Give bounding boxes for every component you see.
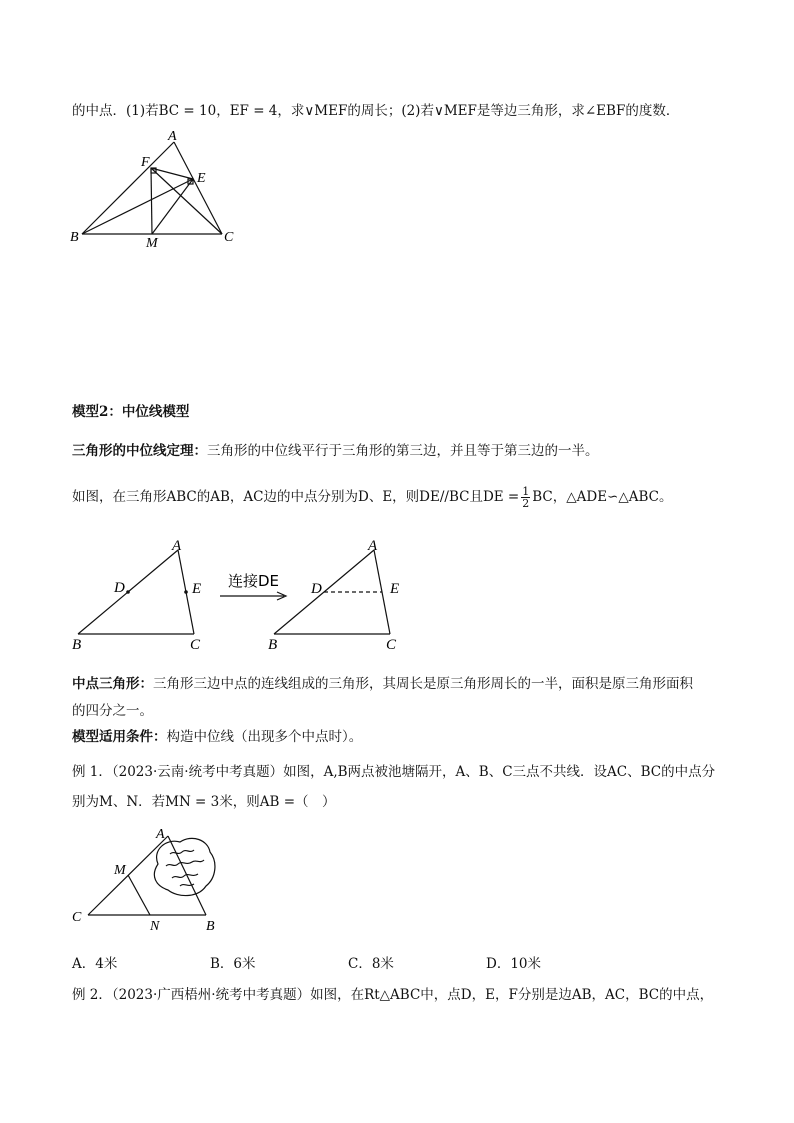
midpoint-text: 三角形三边中点的连线组成的三角形，其周长是原三角形周长的一半，面积是原三角形面积 — [153, 676, 693, 692]
fraction-denominator: 2 — [522, 497, 530, 510]
example2-line1: 例 2．（2023·广西梧州·统考中考真题）如图，在Rt△ABC中，点D，E，F分别是边AB，AC，BC的中点， — [72, 987, 714, 1003]
fig3-label-c: C — [72, 910, 82, 925]
fig2-right-label-b: B — [268, 637, 278, 653]
fig2-left-label-a: A — [172, 538, 182, 554]
fig2-left-label-e: E — [192, 581, 202, 597]
fig3-label-b: B — [206, 919, 215, 934]
midpoint-line-1 — [72, 674, 693, 694]
statement-line — [72, 486, 673, 509]
fig3-label-m: M — [114, 863, 126, 878]
fig1-label-m: M — [146, 236, 158, 250]
statement-b: BC，△ADE∽△ABC。 — [532, 489, 673, 505]
figure-pond — [66, 824, 236, 936]
theorem-label: 三角形的中位线定理： — [72, 443, 207, 459]
figure-midline — [68, 534, 418, 658]
fig3-label-a: A — [156, 827, 165, 842]
midpoint-label: 中点三角形： — [72, 676, 153, 692]
fraction-numerator: 1 — [522, 485, 530, 498]
fig2-right-label-e: E — [390, 581, 400, 597]
fig2-left-label-b: B — [72, 637, 82, 653]
fig1-label-f: F — [141, 155, 150, 170]
fig2-left-label-c: C — [190, 637, 201, 653]
theorem-line — [72, 441, 599, 461]
fig2-right-label-c: C — [386, 637, 397, 653]
example1-line2: 别为M、N．若MN = 3米，则AB =（ ） — [72, 794, 336, 810]
condition-label: 模型适用条件： — [72, 729, 167, 745]
condition-text: 构造中位线（出现多个中点时）。 — [166, 729, 363, 745]
top-problem-text: 的中点．(1)若BC = 10，EF = 4，求∨MEF的周长；(2)若∨MEF是等边三角形，求∠EBF的度数． — [72, 103, 680, 119]
fig2-right-label-d: D — [311, 581, 322, 597]
fig2-left-label-d: D — [114, 580, 125, 596]
arrow-label: 连接DE — [228, 572, 280, 590]
condition-line — [72, 727, 362, 747]
fig1-label-a: A — [168, 129, 177, 144]
option-a[interactable]: A．4米 — [72, 956, 118, 972]
statement-a: 如图，在三角形ABC的AB，AC边的中点分别为D、E，则DE//BC且DE = — [72, 489, 520, 505]
option-b[interactable]: B．6米 — [210, 956, 256, 972]
fig2-right-label-a: A — [368, 538, 378, 554]
fig1-label-b: B — [70, 230, 79, 245]
model2-heading: 模型2：中位线模型 — [72, 404, 190, 420]
fig1-label-c: C — [224, 230, 234, 245]
fig3-label-n: N — [150, 919, 160, 934]
figure-triangle-mef — [66, 126, 246, 250]
option-d[interactable]: D．10米 — [486, 956, 542, 972]
midpoint-line-2: 的四分之一。 — [72, 703, 153, 719]
fig1-label-e: E — [197, 171, 206, 186]
option-c[interactable]: C．8米 — [348, 956, 394, 972]
theorem-text: 三角形的中位线平行于三角形的第三边，并且等于第三边的一半。 — [207, 443, 599, 459]
fraction-half — [521, 486, 530, 509]
example1-line1: 例 1．（2023·云南·统考中考真题）如图，A,B两点被池塘隔开，A、B、C三点不共线．设AC、BC的中点分 — [72, 764, 716, 780]
